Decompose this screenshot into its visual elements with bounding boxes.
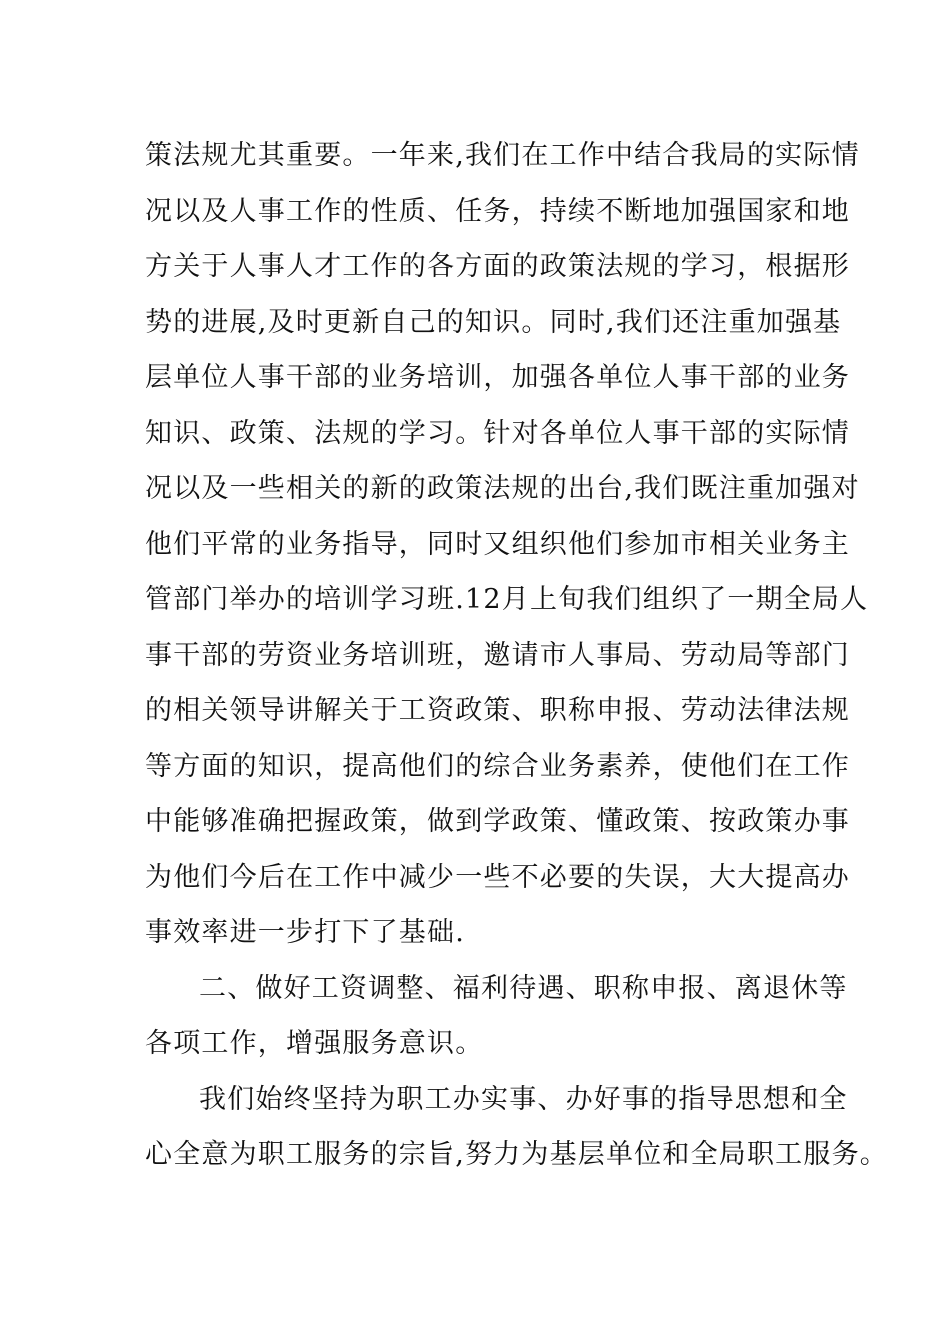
text-line: 等方面的知识，提高他们的综合业务素养，使他们在工作 bbox=[145, 750, 850, 782]
text-line: 势的进展,及时更新自己的知识。同时,我们还注重加强基 bbox=[145, 306, 842, 338]
text-line: 他们平常的业务指导，同时又组织他们参加市相关业务主 bbox=[145, 528, 850, 560]
section-heading-line: 各项工作，增强服务意识。 bbox=[145, 1028, 484, 1059]
body-text bbox=[145, 128, 888, 1183]
text-line: 层单位人事干部的业务培训，加强各单位人事干部的业务 bbox=[145, 362, 850, 393]
text-line: 事效率进一步打下了基础. bbox=[145, 917, 465, 948]
paragraph-line: 我们始终坚持为职工办实事、办好事的指导思想和全 bbox=[199, 1083, 848, 1115]
section-heading-line: 二、做好工资调整、福利待遇、职称申报、离退休等 bbox=[199, 972, 848, 1004]
text-line: 中能够准确把握政策，做到学政策、懂政策、按政策办事 bbox=[145, 806, 850, 837]
text-line: 知识、政策、法规的学习。针对各单位人事干部的实际情 bbox=[145, 417, 850, 449]
text-line: 策法规尤其重要。一年来,我们在工作中结合我局的实际情 bbox=[145, 140, 860, 171]
text-line: 况以及人事工作的性质、任务，持续不断地加强国家和地 bbox=[145, 195, 850, 227]
text-line: 的相关领导讲解关于工资政策、职称申报、劳动法律法规 bbox=[145, 695, 850, 726]
text-line: 事干部的劳资业务培训班，邀请市人事局、劳动局等部门 bbox=[145, 639, 850, 671]
text-line: 方关于人事人才工作的各方面的政策法规的学习，根据形 bbox=[145, 251, 850, 282]
text-line: 况以及一些相关的新的政策法规的出台,我们既注重加强对 bbox=[145, 473, 860, 504]
text-line: 为他们今后在工作中减少一些不必要的失误，大大提高办 bbox=[145, 861, 850, 893]
paragraph-line: 心全意为职工服务的宗旨,努力为基层单位和全局职工服务。 bbox=[145, 1139, 888, 1170]
text-line: 管部门举办的培训学习班.12月上旬我们组织了一期全局人 bbox=[145, 584, 869, 615]
